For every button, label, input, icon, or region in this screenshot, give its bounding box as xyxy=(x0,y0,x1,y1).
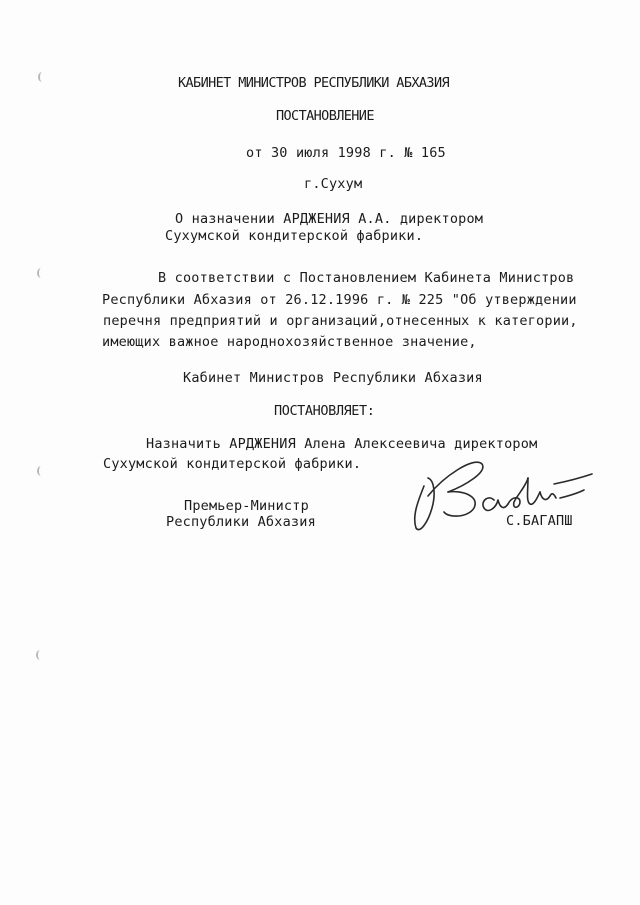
signatory-position: Республики Абхазия xyxy=(166,514,316,530)
signatory-position: Премьер-Министр xyxy=(184,498,309,514)
preamble-line: Республики Абхазия от 26.12.1996 г. № 225 "Об утверждении xyxy=(102,292,577,308)
preamble-line: перечня предприятий и организаций,отнесенных к категории, xyxy=(103,313,578,329)
preamble-line: имеющих важное народнохозяйственное значение, xyxy=(102,334,477,350)
signatory-name: С.БАГАПШ xyxy=(506,513,573,529)
authority-line: Кабинет Министров Республики Абхазия xyxy=(183,370,483,386)
subject-line: О назначении АРДЖЕНИЯ А.А. директором xyxy=(175,211,484,227)
document-type-heading: ПОСТАНОВЛЕНИЕ xyxy=(276,108,374,124)
issuer-heading: КАБИНЕТ МИНИСТРОВ РЕСПУБЛИКИ АБХАЗИЯ xyxy=(178,75,449,91)
margin-mark xyxy=(36,650,44,660)
date-number: от 30 июля 1998 г. № 165 xyxy=(246,145,446,161)
preamble-line: В соответствии с Постановлением Кабинета Министров xyxy=(158,270,575,286)
city: г.Сухум xyxy=(304,176,363,192)
margin-mark xyxy=(37,268,45,278)
margin-mark xyxy=(37,466,45,476)
handwritten-signature xyxy=(404,456,600,536)
subject-line: Сухумской кондитерской фабрики. xyxy=(165,228,424,244)
margin-mark xyxy=(38,72,46,82)
resolution-line: Сухумской кондитерской фабрики. xyxy=(103,456,362,472)
resolution-line: Назначить АРДЖЕНИЯ Алена Алексеевича директором xyxy=(146,436,538,452)
decree-word: ПОСТАНОВЛЯЕТ: xyxy=(274,403,375,419)
